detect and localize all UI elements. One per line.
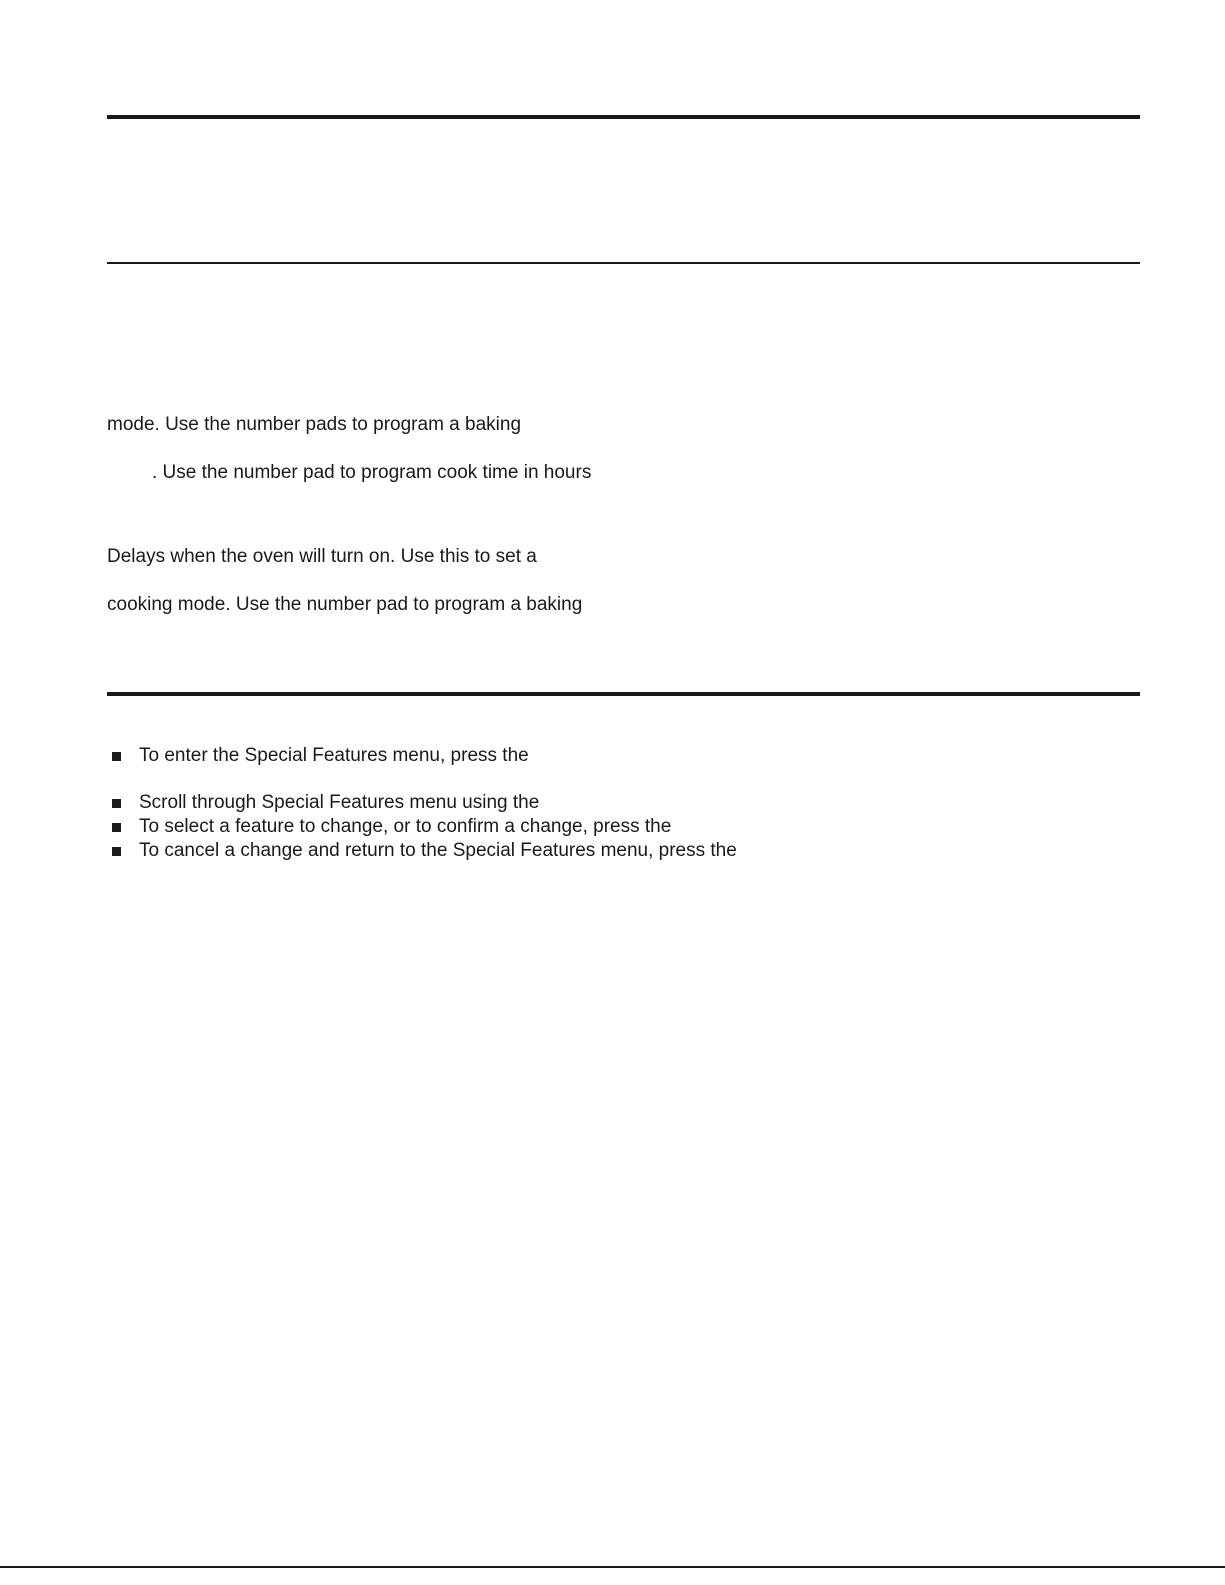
delay-start-text-line: Delays when the oven will turn on. Use this to set a [107,546,537,567]
square-bullet-icon [112,799,121,808]
cook-time-text-line: . Use the number pad to program cook time in hours [152,462,592,483]
list-item-text: To cancel a change and return to the Special Features menu, press the [139,840,737,861]
list-item-text: Scroll through Special Features menu using the [139,792,540,813]
list-item [112,792,539,814]
section-divider [107,262,1140,264]
special-features-divider [107,692,1140,696]
cook-mode-text-line: mode. Use the number pads to program a baking [107,414,522,435]
square-bullet-icon [112,823,121,832]
square-bullet-icon [112,752,121,761]
list-item [112,840,737,862]
page-bottom-border [0,1566,1225,1568]
list-item [112,745,529,767]
list-item-text: To enter the Special Features menu, press the [139,745,529,766]
list-item-text: To select a feature to change, or to confirm a change, press the [139,816,672,837]
list-item [112,816,671,838]
delay-cooking-mode-text-line: cooking mode. Use the number pad to program a baking [107,594,583,615]
top-divider [107,115,1140,119]
square-bullet-icon [112,847,121,856]
